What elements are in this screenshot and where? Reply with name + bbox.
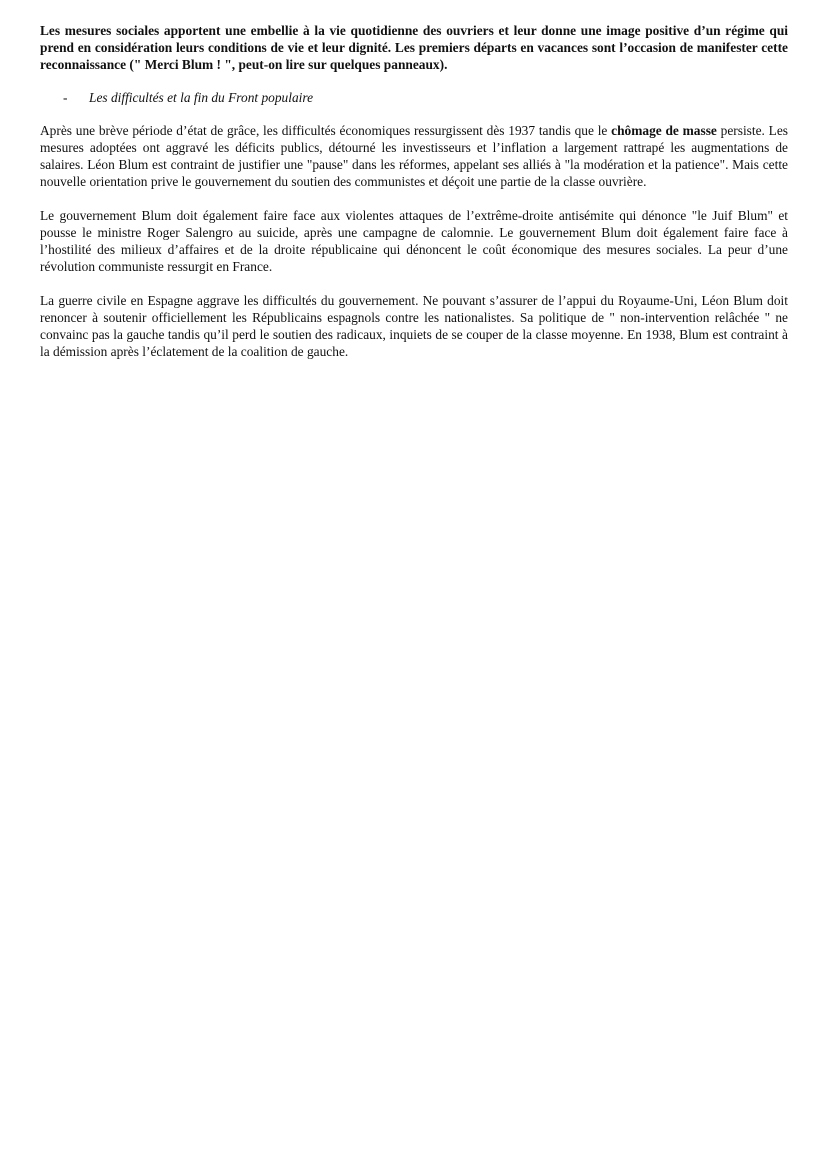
intro-paragraph: Les mesures sociales apportent une embellie à la vie quotidienne des ouvriers et leur donne une image positive d’un régime qui prend en considération leurs conditions de vie et leur dignité. Les premiers départs en vacances sont l’occasion de manifester cette reconnaissance (" Merci Blum ! ", peut-on lire sur quelques panneaux). — [40, 23, 788, 72]
section-title: Les difficultés et la fin du Front populaire — [89, 90, 314, 105]
paragraph-economic-difficulties — [40, 122, 788, 190]
paragraph-1-bold-term: chômage de masse — [611, 123, 717, 138]
paragraph-1-text-start: Après une brève période d’état de grâce, les difficultés économiques ressurgissent dès 1937 tandis que le — [40, 123, 612, 138]
section-heading — [40, 89, 788, 106]
bullet-dash: - — [63, 90, 68, 105]
paragraph-spanish-civil-war: La guerre civile en Espagne aggrave les difficultés du gouvernement. Ne pouvant s’assurer de l’appui du Royaume-Uni, Léon Blum doit renoncer à soutenir officiellement les Républicains espagnols contre les nationalistes. Sa politique de " non-intervention relâchée " ne convainc pas la gauche tandis qu’il perd le soutien des radicaux, inquiets de se couper de la classe moyenne. En 1938, Blum est contraint à la démission après l’éclatement de la coalition de gauche. — [40, 293, 788, 359]
paragraph-1-text-end: persiste. Les mesures adoptées ont aggravé les déficits publics, détourné les investisseurs et l’inflation a largement rattrapé les augmentations de salaires. Léon Blum est contraint de justifier une "pause" dans les réformes, appelant ses alliés à "la modération et la patience". Mais cette nouvelle orientation prive le gouvernement du soutien des communistes et déçoit une partie de la classe ouvrière. — [40, 123, 789, 189]
document-page — [40, 22, 788, 360]
paragraph-far-right-attacks: Le gouvernement Blum doit également faire face aux violentes attaques de l’extrême-droite antisémite qui dénonce "le Juif Blum" et pousse le ministre Roger Salengro au suicide, après une campagne de calomnie. Le gouvernement Blum doit également faire face à l’hostilité des milieux d’affaires et de la droite républicaine qui dénoncent le coût économique des mesures sociales. La peur d’une révolution communiste ressurgit en France. — [40, 208, 788, 274]
